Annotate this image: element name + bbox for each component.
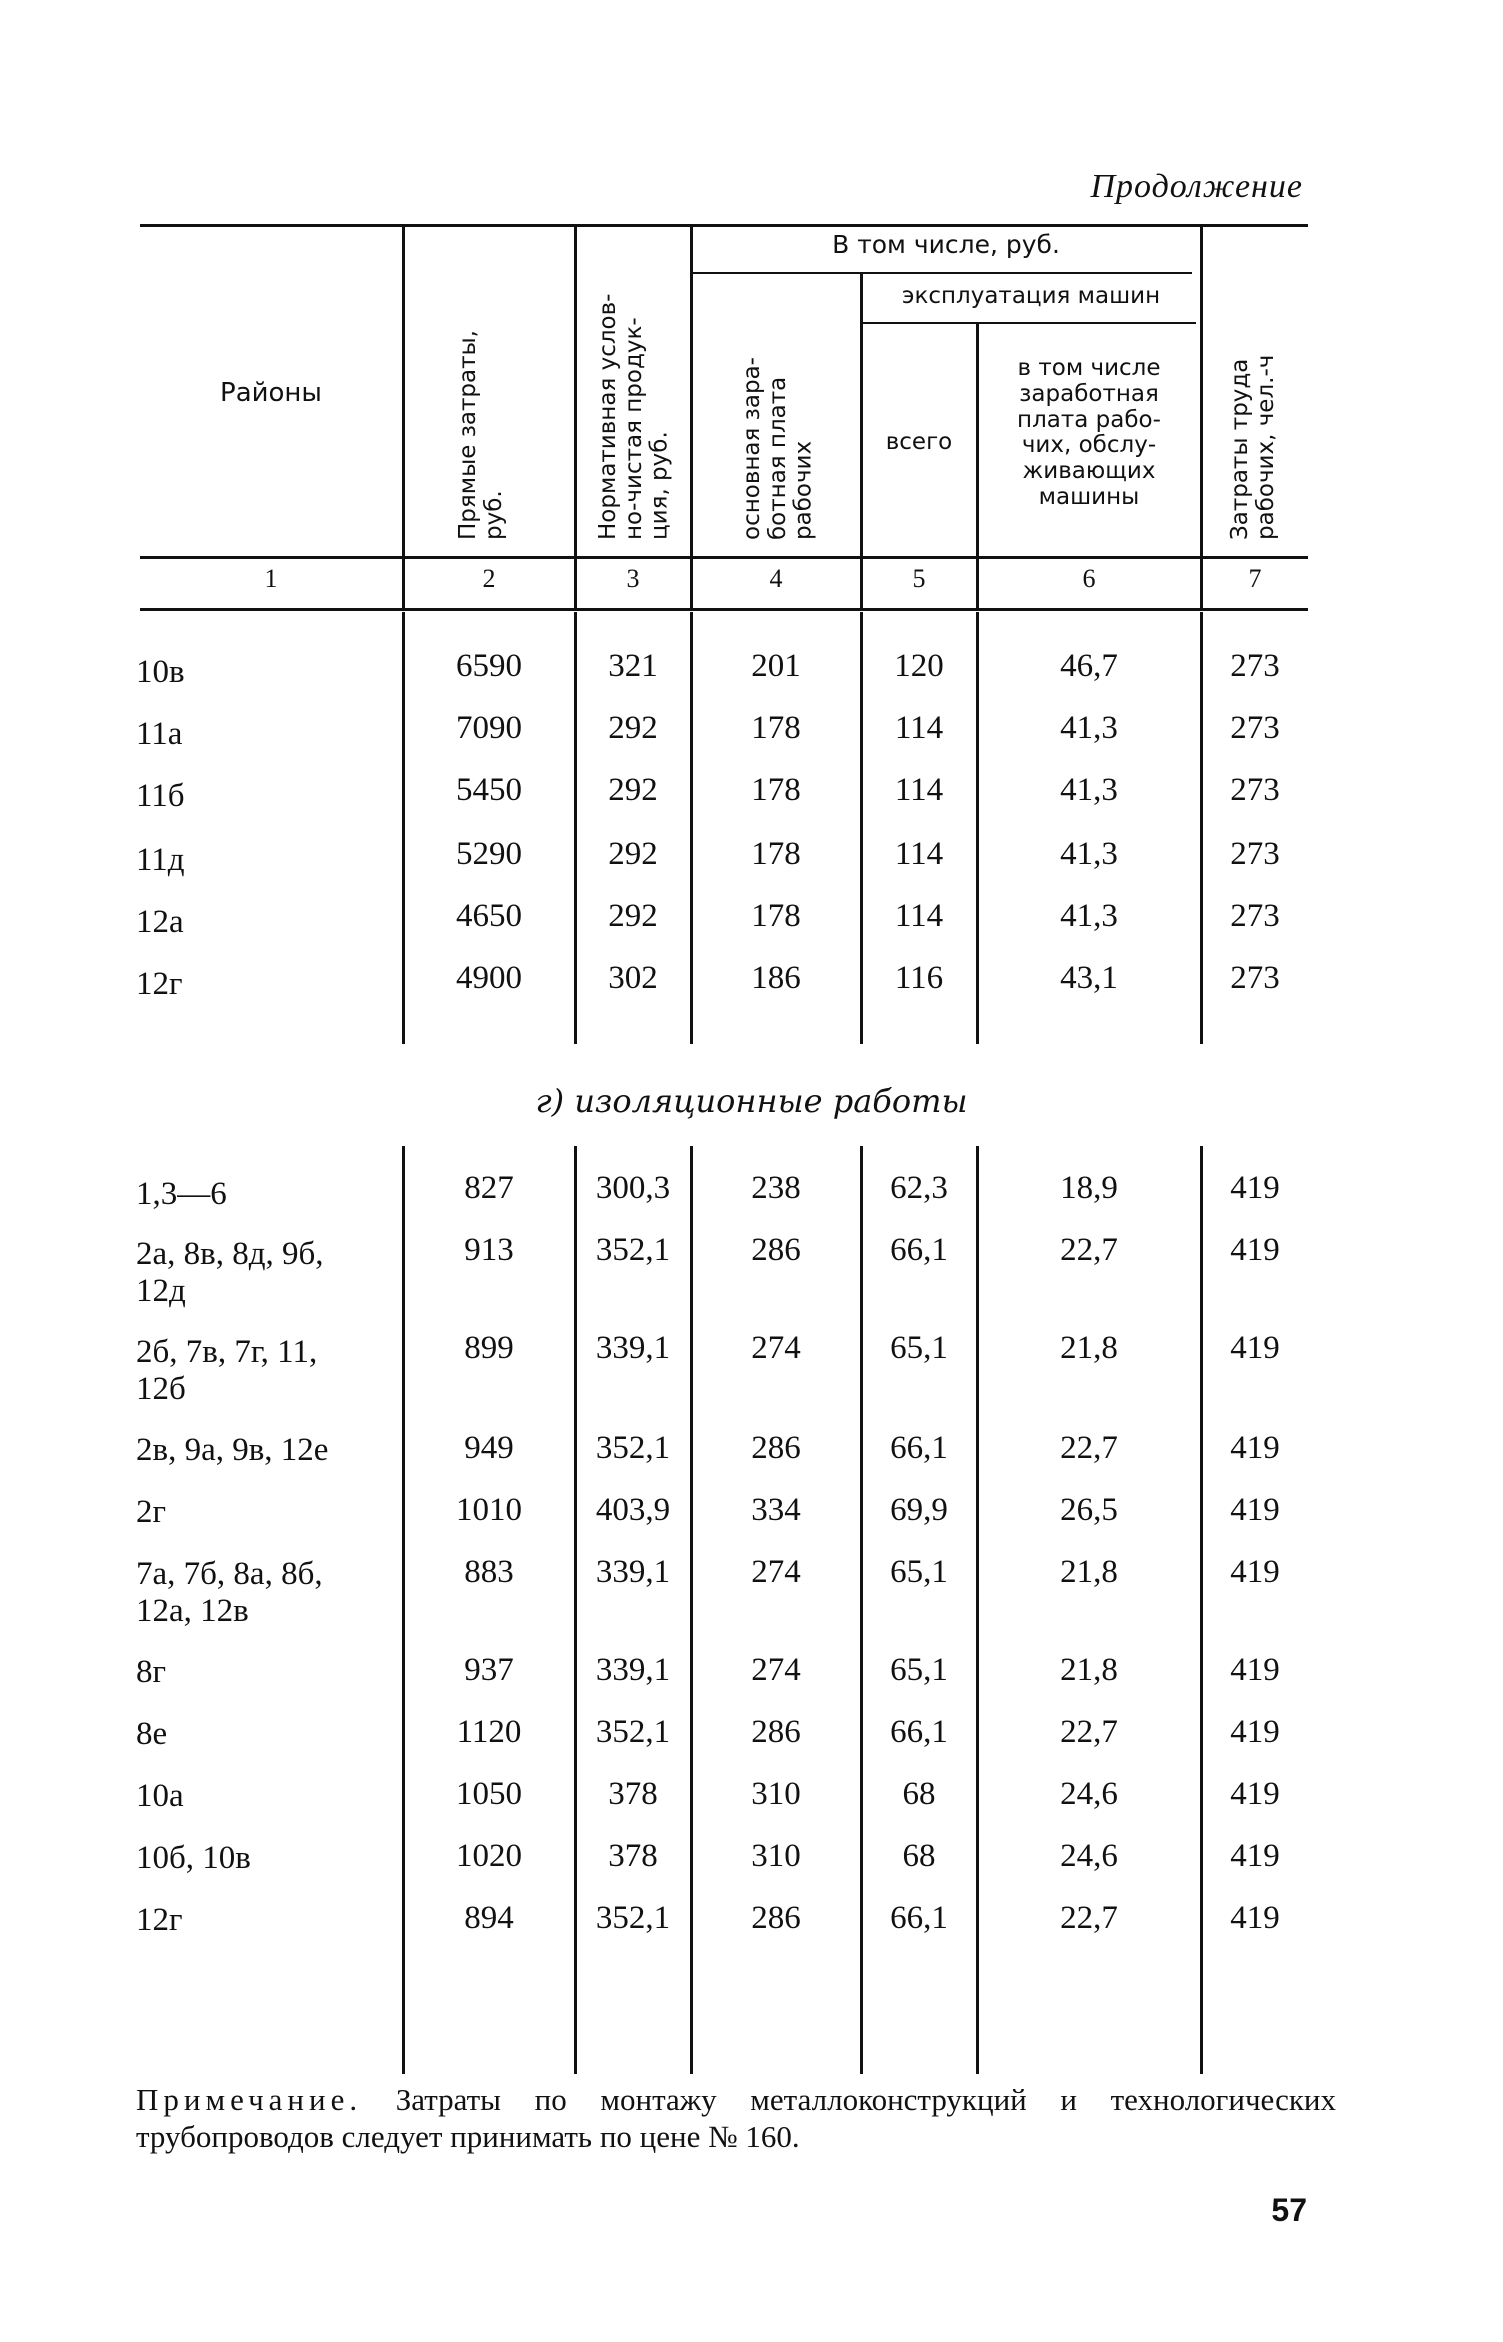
cell: 66,1 [890,1232,948,1268]
cell: 22,7 [1060,1900,1118,1936]
region-name: 2б, 7в, 7г, 11, 12б [136,1334,318,1407]
col-number-7: 7 [1248,564,1262,593]
cell: 419 [1230,1652,1280,1688]
cell: 41,3 [1060,898,1118,934]
cell: 339,1 [595,1652,671,1688]
group-rule [692,272,1192,274]
region-name: 2а, 8в, 8д, 9б, 12д [136,1236,324,1309]
region-name: 11а [136,716,183,752]
region-name: 11б [136,778,185,814]
cell: 378 [608,1776,658,1812]
region-name: 8е [136,1716,168,1752]
cell: 273 [1230,648,1280,684]
cell: 4900 [456,960,522,996]
cell: 22,7 [1060,1714,1118,1750]
cell: 419 [1230,1330,1280,1366]
cell: 894 [464,1900,514,1936]
cell: 352,1 [595,1430,671,1466]
region-name: 10в [136,654,185,690]
cell: 273 [1230,710,1280,746]
region-name: 12г [136,1902,183,1938]
cell: 339,1 [595,1330,671,1366]
region-name: 1,3—6 [136,1176,227,1212]
cell: 286 [751,1430,801,1466]
cell: 238 [751,1170,801,1206]
region-name: 10б, 10в [136,1840,251,1876]
cell: 7090 [456,710,522,746]
cell: 4650 [456,898,522,934]
cell: 26,5 [1060,1492,1118,1528]
cell: 68 [902,1838,936,1874]
header-divider-6 [1200,226,1203,610]
col-number-6: 6 [1082,564,1096,593]
footnote-lead: Примечание. [136,2082,363,2117]
cell: 339,1 [595,1554,671,1590]
header-top-rule [140,224,1308,227]
cell: 286 [751,1714,801,1750]
cell: 292 [608,898,658,934]
cell: 41,3 [1060,710,1118,746]
cell: 419 [1230,1170,1280,1206]
cell: 334 [751,1492,801,1528]
cell: 65,1 [890,1554,948,1590]
section-title: г) изоляционные работы [535,1082,968,1120]
cell: 274 [751,1554,801,1590]
cell: 1020 [456,1838,522,1874]
cell: 883 [464,1554,514,1590]
header-labor: Затраты труда рабочих, чел.-ч [1227,354,1279,540]
cell: 321 [608,648,658,684]
cell: 1010 [456,1492,522,1528]
header-regions: Районы [220,378,322,408]
cell: 6590 [456,648,522,684]
cell: 186 [751,960,801,996]
col-number-5: 5 [912,564,926,593]
region-name: 7а, 7б, 8а, 8б, 12а, 12в [136,1556,323,1629]
region-name: 12а [136,904,184,940]
header-divider-3 [690,226,693,610]
cell: 5290 [456,836,522,872]
cell: 286 [751,1232,801,1268]
cell: 913 [464,1232,514,1268]
cell: 274 [751,1330,801,1366]
cell: 827 [464,1170,514,1206]
col-number-2: 2 [482,564,496,593]
cell: 378 [608,1838,658,1874]
cell: 286 [751,1900,801,1936]
cell: 41,3 [1060,772,1118,808]
cell: 949 [464,1430,514,1466]
cell: 178 [751,836,801,872]
cell: 24,6 [1060,1776,1118,1812]
cell: 114 [894,898,944,934]
cell: 43,1 [1060,960,1118,996]
cell: 114 [894,836,944,872]
header-operators-wage: в том числе заработная плата рабо-чих, обслу-живающих машины [1017,355,1161,510]
cell: 419 [1230,1900,1280,1936]
region-name: 11д [136,842,185,878]
cell: 66,1 [890,1714,948,1750]
cell: 300,3 [595,1170,671,1206]
cell: 419 [1230,1554,1280,1590]
cell: 292 [608,710,658,746]
cell: 69,9 [890,1492,948,1528]
cell: 22,7 [1060,1430,1118,1466]
header-divider-2 [574,226,577,610]
header-direct-costs: Прямые затраты, руб. [455,330,507,540]
cell: 178 [751,710,801,746]
cell: 310 [751,1776,801,1812]
cell: 419 [1230,1492,1280,1528]
cell: 201 [751,648,801,684]
subgroup-rule [862,322,1196,324]
header-divider-1 [402,226,405,610]
cell: 274 [751,1652,801,1688]
cell: 419 [1230,1714,1280,1750]
cell: 116 [894,960,944,996]
header-group: В том числе, руб. [832,230,1060,259]
cell: 22,7 [1060,1232,1118,1268]
cell: 419 [1230,1838,1280,1874]
cell: 65,1 [890,1652,948,1688]
cell: 18,9 [1060,1170,1118,1206]
cell: 114 [894,772,944,808]
cell: 21,8 [1060,1652,1118,1688]
cell: 1050 [456,1776,522,1812]
header-machine-operation: эксплуатация машин [901,283,1161,309]
cell: 937 [464,1652,514,1688]
cell: 178 [751,898,801,934]
footnote [136,2082,1336,2155]
cell: 273 [1230,836,1280,872]
header-bottom-rule [140,556,1308,559]
cell: 292 [608,772,658,808]
header-total: всего [885,429,953,455]
region-name: 2г [136,1494,167,1530]
cell: 62,3 [890,1170,948,1206]
region-name: 10а [136,1778,184,1814]
page-number: 57 [1271,2192,1307,2228]
cell: 114 [894,710,944,746]
cell: 66,1 [890,1900,948,1936]
cell: 120 [894,648,944,684]
cell: 292 [608,836,658,872]
header-normative-product: Нормативная услов- но-чистая продук- ция, руб. [595,293,673,540]
cell: 899 [464,1330,514,1366]
col-number-4: 4 [769,564,783,593]
numbers-bottom-rule [140,608,1308,611]
cell: 419 [1230,1232,1280,1268]
cell: 1120 [456,1714,522,1750]
cell: 273 [1230,960,1280,996]
cell: 66,1 [890,1430,948,1466]
col-number-1: 1 [264,564,278,593]
cell: 352,1 [595,1714,671,1750]
region-name: 12г [136,966,183,1002]
cell: 352,1 [595,1232,671,1268]
cell: 302 [608,960,658,996]
cell: 46,7 [1060,648,1118,684]
col-number-3: 3 [626,564,640,593]
cell: 68 [902,1776,936,1812]
cell: 419 [1230,1776,1280,1812]
cell: 65,1 [890,1330,948,1366]
cell: 352,1 [595,1900,671,1936]
cell: 403,9 [595,1492,671,1528]
footnote-text: Затраты по монтажу металлоконструкций и технологических трубопроводов следует принимать по цене № 160. [136,2082,1336,2154]
region-name: 8г [136,1654,167,1690]
cell: 5450 [456,772,522,808]
cell: 273 [1230,898,1280,934]
continuation-label: Продолжение [1090,168,1303,205]
cell: 178 [751,772,801,808]
cell: 21,8 [1060,1554,1118,1590]
cell: 21,8 [1060,1330,1118,1366]
cell: 310 [751,1838,801,1874]
region-name: 2в, 9а, 9в, 12е [136,1432,329,1468]
cell: 41,3 [1060,836,1118,872]
cell: 24,6 [1060,1838,1118,1874]
header-base-wage: основная зара- ботная плата рабочих [739,357,817,540]
cell: 273 [1230,772,1280,808]
cell: 419 [1230,1430,1280,1466]
